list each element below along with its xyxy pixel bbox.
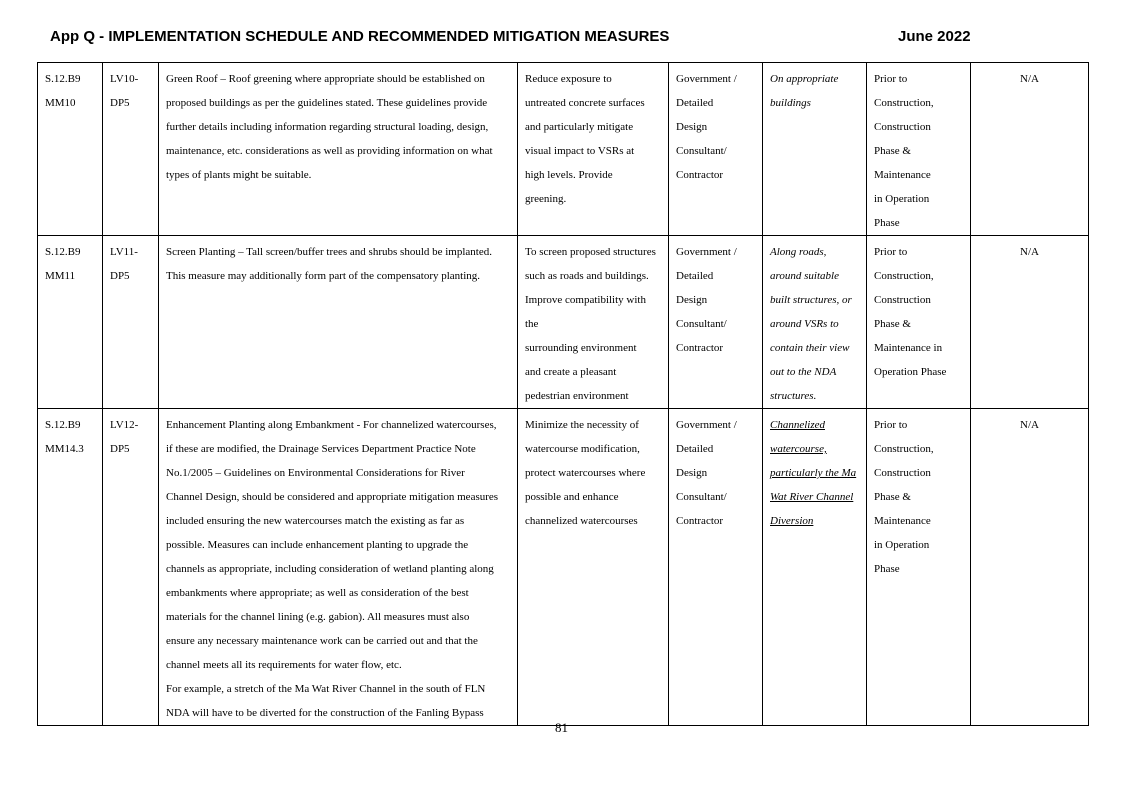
cell-line: particularly the Ma (770, 467, 857, 479)
cell-line: protect watercourses where (525, 467, 646, 479)
cell-line: Design (676, 294, 708, 306)
em-ref-cell (103, 63, 159, 236)
objective-cell (518, 236, 669, 409)
cell-line: Government / (676, 73, 737, 85)
cell-line: MM10 (45, 97, 76, 109)
status-cell: N/A (971, 409, 1089, 726)
cell-line: Channel Design, should be considered and appropriate mitigation measures (166, 491, 499, 503)
cell-line: Prior to (874, 73, 908, 85)
table-row (38, 409, 1089, 726)
cell-line: types of plants might be suitable. (166, 169, 312, 181)
cell-line: channels as appropriate, including consideration of wetland planting along (166, 563, 494, 575)
cell-line: Screen Planting – Tall screen/buffer trees and shrubs should be implanted. (166, 246, 492, 258)
mitigation-measure-cell (159, 63, 518, 236)
cell-line: embankments where appropriate; as well as consideration of the best (166, 587, 469, 599)
cell-line: Enhancement Planting along Embankment - For channelized watercourses, (166, 419, 497, 431)
cell-line: Phase (874, 563, 900, 575)
cell-line: Improve compatibility with (525, 294, 646, 306)
cell-line: Construction, (874, 443, 934, 455)
implementation-agent-cell (669, 236, 763, 409)
cell-line: channelized watercourses (525, 515, 638, 527)
cell-line: For example, a stretch of the Ma Wat River Channel in the south of FLN (166, 683, 486, 695)
timing-cell (867, 236, 971, 409)
cell-line: S.12.B9 (45, 246, 81, 258)
cell-line: MM14.3 (45, 443, 84, 455)
timing-cell (867, 63, 971, 236)
cell-line: Prior to (874, 246, 908, 258)
cell-line: Phase & (874, 491, 911, 503)
eia-ref-cell (38, 236, 103, 409)
em-ref-cell (103, 236, 159, 409)
mitigation-measure-cell (159, 236, 518, 409)
cell-line: if these are modified, the Drainage Services Department Practice Note (166, 443, 476, 455)
cell-line: around VSRs to (770, 318, 839, 330)
cell-line: Green Roof – Roof greening where appropriate should be established on (166, 73, 485, 85)
cell-line: MM11 (45, 270, 76, 282)
cell-line: Wat River Channel (770, 491, 854, 503)
cell-line: On appropriate (770, 73, 839, 85)
table-row (38, 236, 1089, 409)
cell-line: Contractor (676, 169, 724, 181)
cell-line: DP5 (110, 270, 130, 282)
cell-line: S.12.B9 (45, 419, 81, 431)
cell-line: ensure any necessary maintenance work can be carried out and that the (166, 635, 478, 647)
location-cell (763, 63, 867, 236)
cell-line: DP5 (110, 443, 130, 455)
cell-line: visual impact to VSRs at (525, 145, 635, 157)
cell-line: Contractor (676, 515, 724, 527)
cell-line: Contractor (676, 342, 724, 354)
cell-line: the (525, 318, 539, 330)
em-ref-cell (103, 409, 159, 726)
cell-line: Consultant/ (676, 145, 727, 157)
objective-cell (518, 409, 669, 726)
cell-line: Maintenance (874, 515, 931, 527)
cell-line: in Operation (874, 193, 930, 205)
implementation-agent-cell (669, 409, 763, 726)
cell-line: materials for the channel lining (e.g. gabion). All measures must also (166, 611, 470, 623)
cell-line: watercourse, (770, 443, 827, 455)
cell-line: Consultant/ (676, 491, 727, 503)
cell-line: Government / (676, 246, 737, 258)
cell-line: This measure may additionally form part of the compensatory planting. (166, 270, 481, 282)
cell-line: Construction (874, 121, 931, 133)
cell-line: S.12.B9 (45, 73, 81, 85)
cell-line: Phase (874, 217, 900, 229)
mitigation-measure-cell (159, 409, 518, 726)
cell-line: Design (676, 467, 708, 479)
table-row (38, 63, 1089, 236)
cell-line: Prior to (874, 419, 908, 431)
cell-line: greening. (525, 193, 567, 205)
cell-line: LV11- (110, 246, 138, 258)
cell-line: and particularly mitigate (525, 121, 634, 133)
table-body (38, 63, 1089, 726)
cell-line: Phase & (874, 145, 911, 157)
cell-line: built structures, or (770, 294, 852, 306)
cell-line: untreated concrete surfaces (525, 97, 645, 109)
cell-line: Construction, (874, 270, 934, 282)
document-date: June 2022 (898, 28, 971, 45)
cell-line: DP5 (110, 97, 130, 109)
cell-line: Construction (874, 294, 931, 306)
cell-line: To screen proposed structures (525, 246, 656, 258)
cell-line: Reduce exposure to (525, 73, 612, 85)
cell-line: surrounding environment (525, 342, 637, 354)
implementation-agent-cell (669, 63, 763, 236)
cell-line: possible and enhance (525, 491, 619, 503)
status-cell: N/A (971, 236, 1089, 409)
cell-line: Consultant/ (676, 318, 727, 330)
cell-line: Minimize the necessity of (525, 419, 639, 431)
cell-line: proposed buildings as per the guidelines stated. These guidelines provide (166, 97, 488, 109)
cell-line: Diversion (770, 515, 814, 527)
cell-line: Maintenance (874, 169, 931, 181)
cell-line: Detailed (676, 443, 714, 455)
cell-line: contain their view (770, 342, 850, 354)
cell-line: structures. (770, 390, 817, 402)
cell-line: and create a pleasant (525, 366, 617, 378)
location-cell (763, 409, 867, 726)
location-cell (763, 236, 867, 409)
eia-ref-cell (38, 409, 103, 726)
cell-line: further details including information regarding structural loading, design, (166, 121, 489, 133)
cell-line: Construction, (874, 97, 934, 109)
cell-line: Channelized (770, 419, 825, 431)
cell-line: NDA will have to be diverted for the construction of the Fanling Bypass (166, 707, 484, 719)
cell-line: Construction (874, 467, 931, 479)
cell-line: high levels. Provide (525, 169, 613, 181)
cell-line: Phase & (874, 318, 911, 330)
cell-line: Government / (676, 419, 737, 431)
objective-cell (518, 63, 669, 236)
mitigation-schedule-table (37, 62, 1089, 726)
cell-line: LV12- (110, 419, 139, 431)
cell-line: LV10- (110, 73, 139, 85)
cell-line: Along roads, (770, 246, 827, 258)
cell-line: pedestrian environment (525, 390, 629, 402)
cell-line: Operation Phase (874, 366, 947, 378)
cell-line: Detailed (676, 97, 714, 109)
cell-line: out to the NDA (770, 366, 837, 378)
eia-ref-cell (38, 63, 103, 236)
cell-line: buildings (770, 97, 811, 109)
cell-line: maintenance, etc. considerations as well as providing information on what (166, 145, 493, 157)
cell-line: Maintenance in (874, 342, 943, 354)
page-number: 81 (555, 720, 568, 735)
cell-line: such as roads and buildings. (525, 270, 649, 282)
cell-line: watercourse modification, (525, 443, 640, 455)
cell-line: channel meets all its requirements for water flow, etc. (166, 659, 402, 671)
status-cell: N/A (971, 63, 1089, 236)
cell-line: possible. Measures can include enhancement planting to upgrade the (166, 539, 469, 551)
document-title: App Q - IMPLEMENTATION SCHEDULE AND RECOMMENDED MITIGATION MEASURES (50, 28, 670, 45)
timing-cell (867, 409, 971, 726)
cell-line: in Operation (874, 539, 930, 551)
cell-line: included ensuring the new watercourses match the existing as far as (166, 515, 465, 527)
cell-line: around suitable (770, 270, 839, 282)
cell-line: Detailed (676, 270, 714, 282)
cell-line: Design (676, 121, 708, 133)
cell-line: No.1/2005 – Guidelines on Environmental Considerations for River (166, 467, 465, 479)
